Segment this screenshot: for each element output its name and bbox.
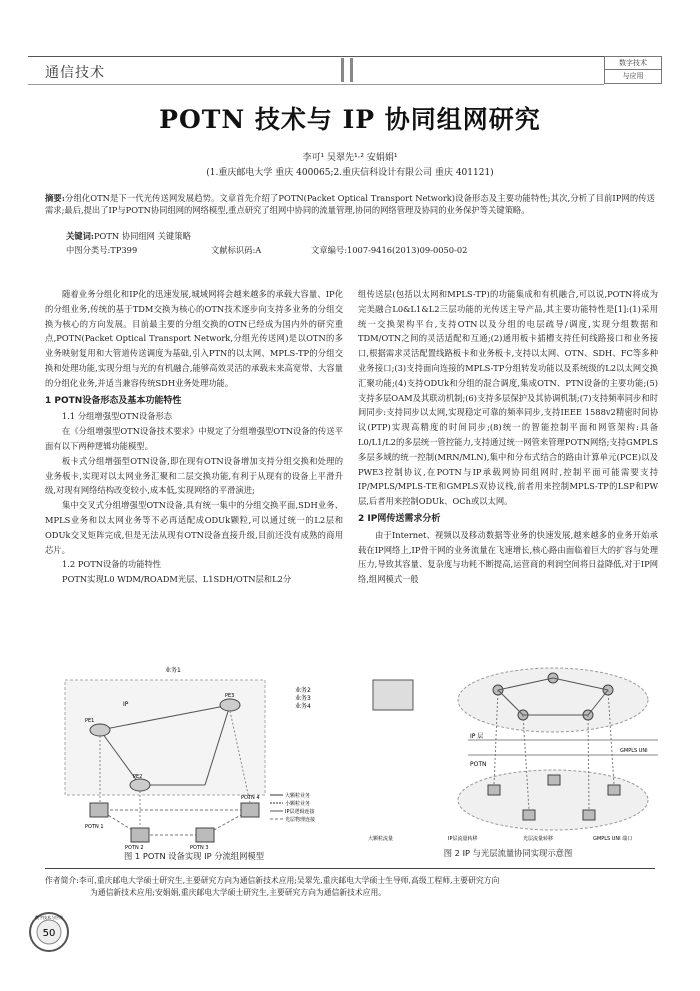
left-column [45,287,343,587]
label-service3: 业务3 [295,695,311,702]
logo-top-text: 数字技术 [619,59,647,67]
abstract [45,192,655,216]
router-pe2 [130,779,150,791]
badge-text: 数字技术与应用 [35,915,63,920]
paragraph: 在《分组增强型OTN设备技术要求》中规定了分组增强型OTN设备的传送平面有以下两种逻辑功能模型。 [45,426,343,451]
section-1-heading: 1 POTN设备形态及基本功能特性 [45,395,182,406]
section-2-heading: 2 IP网传送需求分析 [358,513,441,524]
paragraph: 组传送层(包括以太网和MPLS-TP)的功能集成和有机融合,可以说,POTN将成为完美融合L0&L1&L2三层功能的光传送主导产品,其主要功能特性是[1]:(1)采用统一交换架构平台,支持OTN以及分组的电层疏导/调度,实现分组数据和TDM/OTN之间的灵活适配和互通;(2)通用板卡插槽支持任何线路接口和业务接口,根据需求灵活配置线路板卡和业务板卡,支持以太网、OTN、SDH、FC等多种业务接口;(3)支持面向连接的MPLS-TP分组转发功能以及系统级的L2以太网交换汇聚功能;(4)支持ODUk和分组的混合调度,集成OTN、PTN设备的主要功能;(5)支持多层OAM及其联动机制;(6)支持多层保护及其协调机制;(7)支持频率同步和时间同步:支持同步以太网,实现稳定可靠的频率同步,支持IEEE 1588v2精密时间协议(PTP)实现高精度的时间同步;(8)统一的智能控制平面和网管架构:具备L0/L1/L2的多层统一管控能力,支持通过统一网管来管理POTN网络;支持GMPLS多层多域的统一控制(MRN/MLN),集中和分布式结合的路由计算单元(PCE)以及PWE3控制协议,在POTN与IP承载网协同组网时,控制平面可能需要支持IP/MPLS/MPLS-TE和GMPLS双协议栈,前者用来控制MPLS-TP的LSP和PW层,后者用来控制ODUk、OCh或以太网。 [358,289,658,507]
label-ip: IP [123,701,129,708]
legend-ip: IP层逻辑连接 [285,809,315,815]
figure-2-diagram [358,660,658,845]
right-column [358,287,658,587]
authors: 李可¹ 吴翠先¹·² 安娟娟¹ [302,153,398,163]
label-service1: 业务1 [165,667,181,674]
router-pe3 [220,699,240,711]
label-potn3: POTN 3 [190,845,209,850]
doc-code: 文献标识码:A [211,245,262,255]
label-potn2: POTN 2 [125,845,144,850]
intro-paragraph: 随着业务分组化和IP化的迅速发展,城域网将会越来越多的承载大容量、IP化的分组业务,传统的基于TDM交换为核心的OTN技术逐步向支持多业务的分组交换为核心的方向发展。目前最主要的分组交换的OTN已经成为国内外的研究重点,POTN(Packet Optical Transport Network,分组光传送网)是以OTN的多业务映射复用和大管道传送调度为基础,引入PTN的以太网、MPLS-TP的分组交换和处理功能,实现分组与光的有机融合,能够高效灵活的承载未来高宽带、大容量的分组化业务,并适当兼容传统SDH业务处理功能。 [45,289,343,388]
legend-big: 大颗粒业务 [285,793,311,799]
keywords-label: 关键词: [66,231,94,241]
potn-node-3 [196,828,214,842]
section-title: 通信技术 [45,65,105,81]
footnote-line-1: 作者简介:李可,重庆邮电大学硕士研究生,主要研究方向为通信新技术应用;吴翠先,重庆邮电大学硕士生导师,高级工程师,主要研究方向 [45,876,500,885]
label-potn: POTN [470,761,487,768]
article-title: POTN 技术与 IP 协同组网研究 [159,105,541,134]
paragraph: 板卡式分组增强型OTN设备,即在现有OTN设备增加支持分组交换和处理的业务板卡,实现对以太网业务汇聚和二层交换功能,有利于从现有的设备上平滑升级,对现有网络结构改变较小,成本低,实现网络的平滑演进; [45,455,343,496]
figure-2-caption: 图 2 IP 与光层流量协同实现示意图 [443,848,573,858]
subsection-1-2-heading: 1.2 POTN设备的功能特性 [62,559,162,570]
classification-line [66,244,586,256]
author-footnote [45,875,657,899]
paragraph: 集中交叉式分组增强型OTN设备,具有统一集中的分组交换平面,SDH业务、MPLS业务和以太网业务等不必再适配成ODUk颗粒,可以通过统一的L2层和ODUk交叉矩阵完成,但是无法从现有OTN设备直接升级,目前还没有成熟的商用芯片。 [45,500,343,555]
page-number-badge [28,911,70,953]
keywords-text: POTN 协同组网 关键策略 [93,231,191,241]
figure-1-caption: 图 1 POTN 设备实现 IP 分流组网模型 [124,851,264,861]
potn-node-1 [90,803,108,817]
terminal-box [373,680,413,710]
subsection-1-1-heading: 1.1 分组增强型OTN设备形态 [62,411,173,422]
header-rule-bottom [28,84,604,85]
label-service2: 业务2 [295,687,311,694]
paragraph: POTN实现L0 WDM/ROADM光层、L1SDH/OTN层和L2分 [62,574,292,585]
footnote-line-2: 为通信新技术应用;安娟娟,重庆邮电大学硕士研究生,主要研究方向为通信新技术应用。 [90,888,387,897]
abstract-text: 分组化OTN是下一代光传送网发展趋势。文章首先介绍了POTN(Packet Optical Transport Network)设备形态及主要功能特性;其次,分析了目前IP网的传送需求;最后,提出了IP与POTN协同组网的网络模型,重点研究了组网中协同的流量管理,协同的网络管理及协同的业务保护等关键策略。 [45,193,655,215]
header-mark-1 [341,58,344,82]
legend-ip-shift: IP层流量转移 [448,836,478,842]
legend-big-flow: 大颗粒流量 [368,836,394,842]
router-pe1 [90,724,110,736]
legend-optical: 光层物理连接 [285,817,316,823]
label-pe1: PE1 [85,718,95,724]
affiliation: (1.重庆邮电大学 重庆 400065;2.重庆信科设计有限公司 重庆 401121) [206,168,494,178]
legend-uni-port: GMPLS UNI 端口 [593,836,633,842]
potn-node-2 [131,828,149,842]
label-pe3: PE3 [225,693,235,699]
article-number: 文章编号:1007-9416(2013)09-0050-02 [311,245,468,255]
clc-number: 中图分类号:TP399 [66,245,138,255]
label-potn1: POTN 1 [85,824,104,830]
figure-1 [45,660,343,850]
page-number: 50 [42,928,56,939]
label-potn4: POTN 4 [241,795,260,801]
paragraph: 由于Internet、视频以及移动数据等业务的快速发展,越来越多的业务开始承载在IP网络上,IP骨干网的业务流量在飞速增长,核心路由面临着巨大的扩容与处理压力,导致其容量、复杂度与功耗不断提高,运营商的利润空间将日益降低,对于IP网络,组网模式一般 [358,529,658,585]
potn-node-4 [241,803,259,817]
label-pe2: PE2 [133,774,143,780]
logo-bottom-text: 与应用 [605,69,661,82]
label-service4: 业务4 [295,703,311,710]
keywords [66,230,191,242]
header-rule-top [28,56,604,57]
figure-2 [358,660,658,845]
journal-logo [604,56,662,84]
label-uni: GMPLS UNI [620,748,648,754]
abstract-label: 摘要: [45,193,65,203]
legend-optical-shift: 光层流量转移 [523,836,554,842]
figure-1-diagram [45,660,343,850]
header-mark-2 [350,58,353,82]
label-ip-layer: IP 层 [470,733,484,740]
legend-small: 小颗粒业务 [285,801,311,807]
footnote-rule [45,868,655,869]
